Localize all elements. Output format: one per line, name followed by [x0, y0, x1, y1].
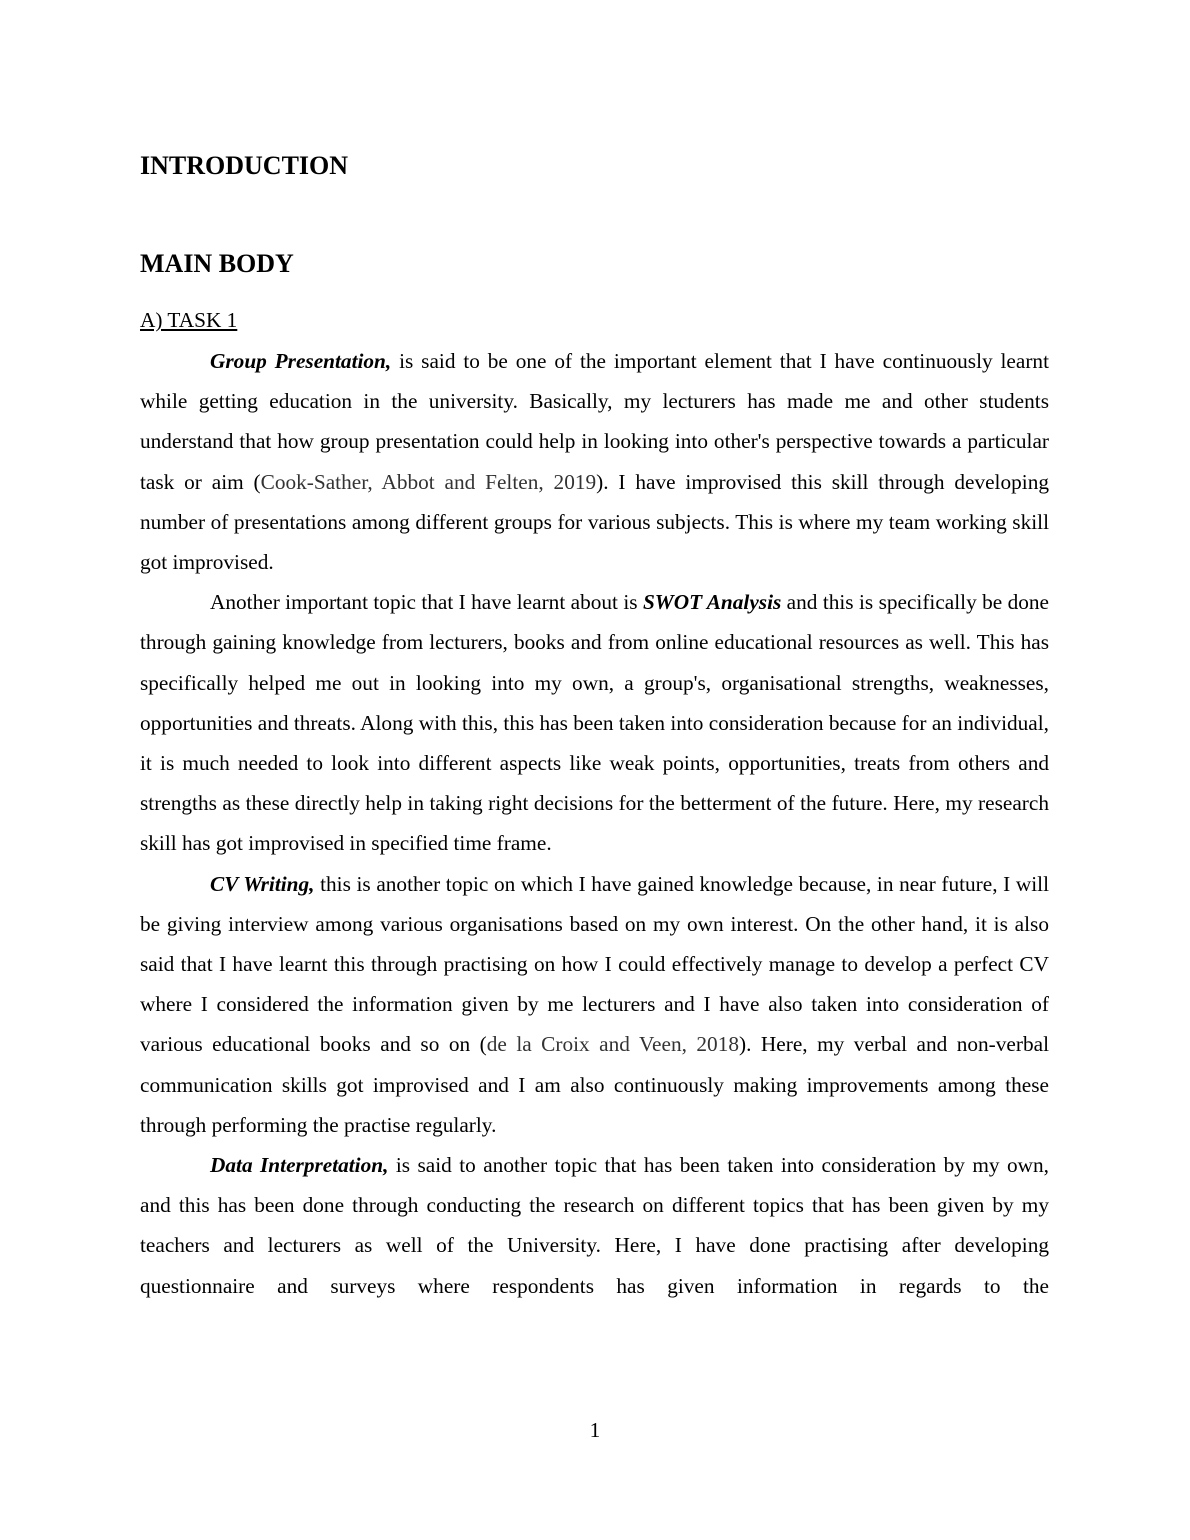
paragraph-group-presentation: [140, 341, 1049, 582]
subheading-task-1: A) TASK 1: [140, 308, 238, 332]
text: is said to be one of the important element that I have continuously learnt while getting education in the university. Basically, my lecturers has made me and other students understand that how group presentation could help in looking into other's perspective towards a particular task or aim (: [140, 349, 1049, 494]
paragraph-cv-writing: [140, 864, 1049, 1145]
text: Another important topic that I have learnt about is: [210, 590, 643, 615]
term: Data Interpretation,: [210, 1153, 389, 1178]
paragraph-data-interpretation: [140, 1145, 1049, 1306]
text: ). I have improvised this skill through developing number of presentations among different groups for various subjects. This is where my team working skill got improvised.: [140, 469, 1049, 575]
citation: de la Croix and Veen, 2018: [486, 1032, 740, 1057]
term: CV Writing,: [210, 871, 315, 896]
term: SWOT Analysis: [642, 590, 782, 615]
page-number: 1: [589, 1418, 601, 1442]
document-body: [140, 341, 1049, 1306]
text: and this is specifically be done through gaining knowledge from lecturers, books and from online educational resources as well. This has specifically helped me out in looking into my own, a group's, organisational strengths, weaknesses, opportunities and threats. Along with this, this has been taken into consideration because for an individual, it is much needed to look into different aspects like weak points, opportunities, treats from others and strengths as these directly help in taking right decisions for the betterment of the future. Here, my research skill has got improvised in specified time frame.: [140, 590, 1050, 856]
heading-main-body: MAIN BODY: [140, 249, 294, 278]
citation: Cook-Sather, Abbot and Felten, 2019: [260, 469, 597, 494]
text: this is another topic on which I have gained knowledge because, in near future, I will be giving interview among various organisations based on my own interest. On the other hand, it is also said that I have learnt this through practising on how I could effectively manage to develop a perfect CV where I considered the information given by me lecturers and I have also taken into consideration of various educational books and so on (: [140, 871, 1049, 1057]
term: Group Presentation,: [210, 349, 392, 373]
text: is said to another topic that has been taken into consideration by my own, and this has been done through conducting the research on different topics that has been given by my teachers and lecturers as well of the University. Here, I have done practising after developing questionnaire and surveys where respondents has given information in regards to the: [140, 1153, 1049, 1298]
heading-introduction: INTRODUCTION: [140, 151, 349, 180]
text: ). Here, my verbal and non-verbal communication skills got improvised and I am also continuously making improvements among these through performing the practise regularly.: [140, 1032, 1049, 1137]
paragraph-swot-analysis: [140, 582, 1049, 863]
